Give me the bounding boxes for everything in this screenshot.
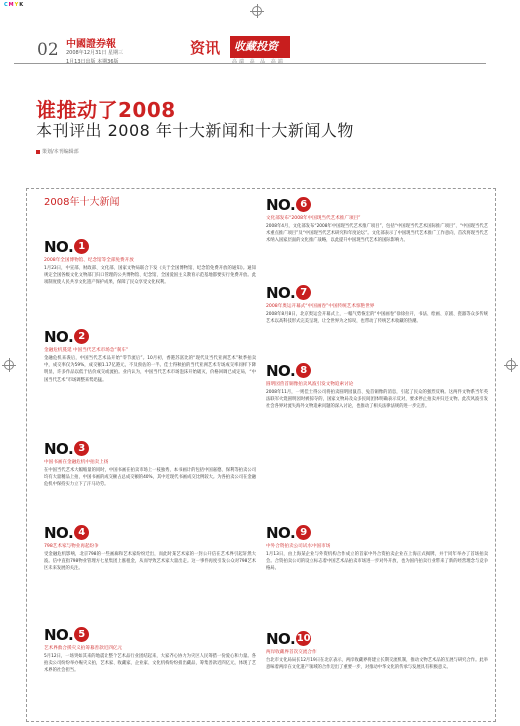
number-badge: 8 <box>296 363 311 378</box>
news-item-7 <box>266 284 488 325</box>
item-title: 文化部发布“2008年中国现当代艺术推广项目” <box>266 216 361 221</box>
headline-sub: 本刊评出 2008 年十大新闻和十大新闻人物 <box>36 121 354 140</box>
number-label: NO. <box>44 523 74 542</box>
brand-subtitle: 高端 高 品 高端 <box>232 59 285 65</box>
number-badge: 7 <box>296 285 311 300</box>
number-label: NO. <box>266 361 296 380</box>
cmyk-c: C <box>4 2 9 8</box>
number-label: NO. <box>44 237 74 256</box>
news-item-1 <box>44 238 256 287</box>
item-title: 2008年奥运开幕式“中国画卷”中国传统艺术惊艳世界 <box>266 304 375 309</box>
headline-main: 谁推动了2008 <box>36 98 176 122</box>
number-badge: 5 <box>74 627 89 642</box>
item-body: 2008年11月，一则佳士得公司将拍卖圆明园鼠首、兔首铜像的消息，引起了民众的强烈反响。这两件文物系当年英法联军火烧圆明园时被掠夺的，国家文物局及众多民间团体明确表示反对，要求停止拍卖并归还文物。此次风波引发社会各界对流失海外文物追索问题的深入讨论，也推动了相关法律法规的进一步完善。 <box>266 390 488 410</box>
item-body: 受金融危机影响，北京798的一些画廊和艺术家纷纷迁出，而此时某艺术家的一封公开信在艺术界引起轩然大波。信中直指798物业管理方七星集团上涨租金，从而导致艺术家大量出走。这一事件再度引发公众对798艺术区未来发展的关注。 <box>44 552 256 572</box>
byline-text: 策划/本刊编辑部 <box>42 149 79 155</box>
masthead-meta: 2008年12月31日 星期三 <box>66 50 124 56</box>
item-body: 1月23日，中宣部、财政部、文化部、国家文物局联合下发《关于全国博物馆、纪念馆免费开放的通知》。通知规定全国各级文化文物部门归口管理的公共博物馆、纪念馆，全国爱国主义教育示范基地都要实行免费开放。此项制度使人民共享文化遗产保护成果，保障了民众享受文化权利。 <box>44 266 256 286</box>
page-number: 02 <box>37 40 59 60</box>
number-badge: 9 <box>296 525 311 540</box>
section-title: 2008年十大新闻 <box>44 197 120 208</box>
number-badge: 4 <box>74 525 89 540</box>
item-number <box>44 328 256 345</box>
item-body: 2008年4月，文化部发布“2008年中国现当代艺术推广项目”，包括“中国现当代艺术国际推广项目”、“中国现当代艺术重点推广项目”及“中国现当代艺术研究和年度论坛”。文化部表示了中国现当代艺术推广工作意向，首次将现当代艺术纳入国家层面的文化推广战略，以此提升中国现当代艺术的国际影响力。 <box>266 224 488 244</box>
item-number <box>266 524 488 541</box>
number-badge: 6 <box>296 197 311 212</box>
item-number <box>44 238 256 255</box>
number-label: NO. <box>44 439 74 458</box>
brand-logo: 收藏投资 <box>230 36 290 58</box>
cmyk-k: K <box>19 2 25 8</box>
item-number <box>44 440 256 457</box>
section-tag: 资讯 <box>190 39 221 57</box>
page-header <box>0 34 520 64</box>
item-number <box>266 196 488 213</box>
news-item-8 <box>266 362 488 411</box>
item-title: 金融危机蔓延 中国当代艺术市场急“刹车” <box>44 348 129 353</box>
item-body: 台北市文化局局长12月19日在北京表示，两岸收藏界将建立长期交流机制，推动文物艺术品的互展与研究合作。此举意味着两岸在文化遗产领域的合作迈出了重要一步，对推动中华文化的传承与发展具有积极意义。 <box>266 658 488 671</box>
news-item-4 <box>44 524 256 573</box>
news-item-9 <box>266 524 488 573</box>
item-title: 中外合资拍卖公司试水中国市场 <box>266 544 331 549</box>
item-title: 两岸收藏界首次交流合作 <box>266 650 317 655</box>
number-label: NO. <box>44 327 74 346</box>
news-item-2 <box>44 328 256 384</box>
item-number <box>266 362 488 379</box>
number-label: NO. <box>266 195 296 214</box>
item-title: 艺术界救合援灾义拍筹募善款近四亿元 <box>44 646 123 651</box>
header-divider <box>14 63 486 64</box>
item-number <box>266 284 488 301</box>
news-item-6 <box>266 196 488 245</box>
cmyk-marks <box>4 2 24 8</box>
cmyk-m: M <box>8 2 15 8</box>
number-badge: 2 <box>74 329 89 344</box>
registration-mark-icon <box>506 360 516 370</box>
item-number <box>266 630 488 647</box>
item-body: 在中国当代艺术大幅缩量的同时，中国书画在拍卖市场上一枝独秀，本书画计的包括中国嘉德、保利等拍卖公司均有大量精品上拍，中国书画的成交额占总成交额的40%，其中近现代书画成交比例较大。为各拍卖公司在金融危机中保持实力立下了汗马功劳。 <box>44 468 256 488</box>
number-label: NO. <box>266 523 296 542</box>
number-label: NO. <box>266 283 296 302</box>
masthead-meta: 1月13日出版 本期36版 <box>66 59 119 65</box>
paper-name: 中國證券報 <box>66 39 116 50</box>
news-item-10 <box>266 630 488 671</box>
item-title: 798艺术家与物业再起纷争 <box>44 544 99 549</box>
bullet-icon <box>36 150 40 154</box>
item-body: 2008年8月8日，北京奥运会开幕式上，一幅气势恢宏的“中国画卷”徐徐拉开，书法、绘画、京剧、瓷器等众多传统艺术以高科技形式完美呈现，让全世界为之惊叹，也带动了传统艺术收藏的热潮。 <box>266 312 488 325</box>
item-title: 圆明园兽首铜像拍卖风波引发文物追索讨论 <box>266 382 354 387</box>
byline <box>36 148 79 155</box>
registration-mark-icon <box>4 360 14 370</box>
item-title: 中国书画在金融危机中拍卖上扬 <box>44 460 109 465</box>
number-label: NO. <box>266 629 296 648</box>
item-body: 1月13日，由上海某企业与外资机构合作成立的首家中外合资拍卖企业在上海正式揭牌，并于同年举办了首场拍卖会。合资拍卖公司的设立标志着中国艺术品拍卖市场进一步对外开放，也为国内拍卖行业带来了新的经营理念与竞争格局。 <box>266 552 488 572</box>
news-item-5 <box>44 626 256 675</box>
number-badge: 10 <box>296 633 311 644</box>
registration-mark-icon <box>252 6 262 16</box>
item-body: 金融危机来袭后，中国当代艺术品开始“零节流后”。10月初，香港苏富比的“现代及当代亚洲艺术”秋季拍卖中，成交率仅为59%，成交额1.17亿港元，不及预估的一半。佳士得秋拍的当代亚洲艺术专场成交率同样下降明显，许多作品以低于估价成交或流拍。业内认为，中国当代艺术市场泡沫开始破灭，价格回调已成定局，“中国当代艺术”市场调整来势迅猛。 <box>44 356 256 383</box>
number-label: NO. <box>44 625 74 644</box>
number-badge: 3 <box>74 441 89 456</box>
news-item-3 <box>44 440 256 489</box>
item-body: 5月12日，一场突如其来的地震让整个艺术品行业团结起来，大家齐心协力为灾区人民筹措一份爱心和力量。各拍卖公司纷纷举办赈灾义拍，艺术家、收藏家、企业家、文化机构纷纷捐出藏品，筹集善款近四亿元，体现了艺术界的社会担当。 <box>44 654 256 674</box>
item-title: 2008年全国博物馆、纪念馆等全部免费开放 <box>44 258 134 263</box>
item-number <box>44 524 256 541</box>
number-badge: 1 <box>74 239 89 254</box>
cmyk-y: Y <box>14 2 20 8</box>
item-number <box>44 626 256 643</box>
